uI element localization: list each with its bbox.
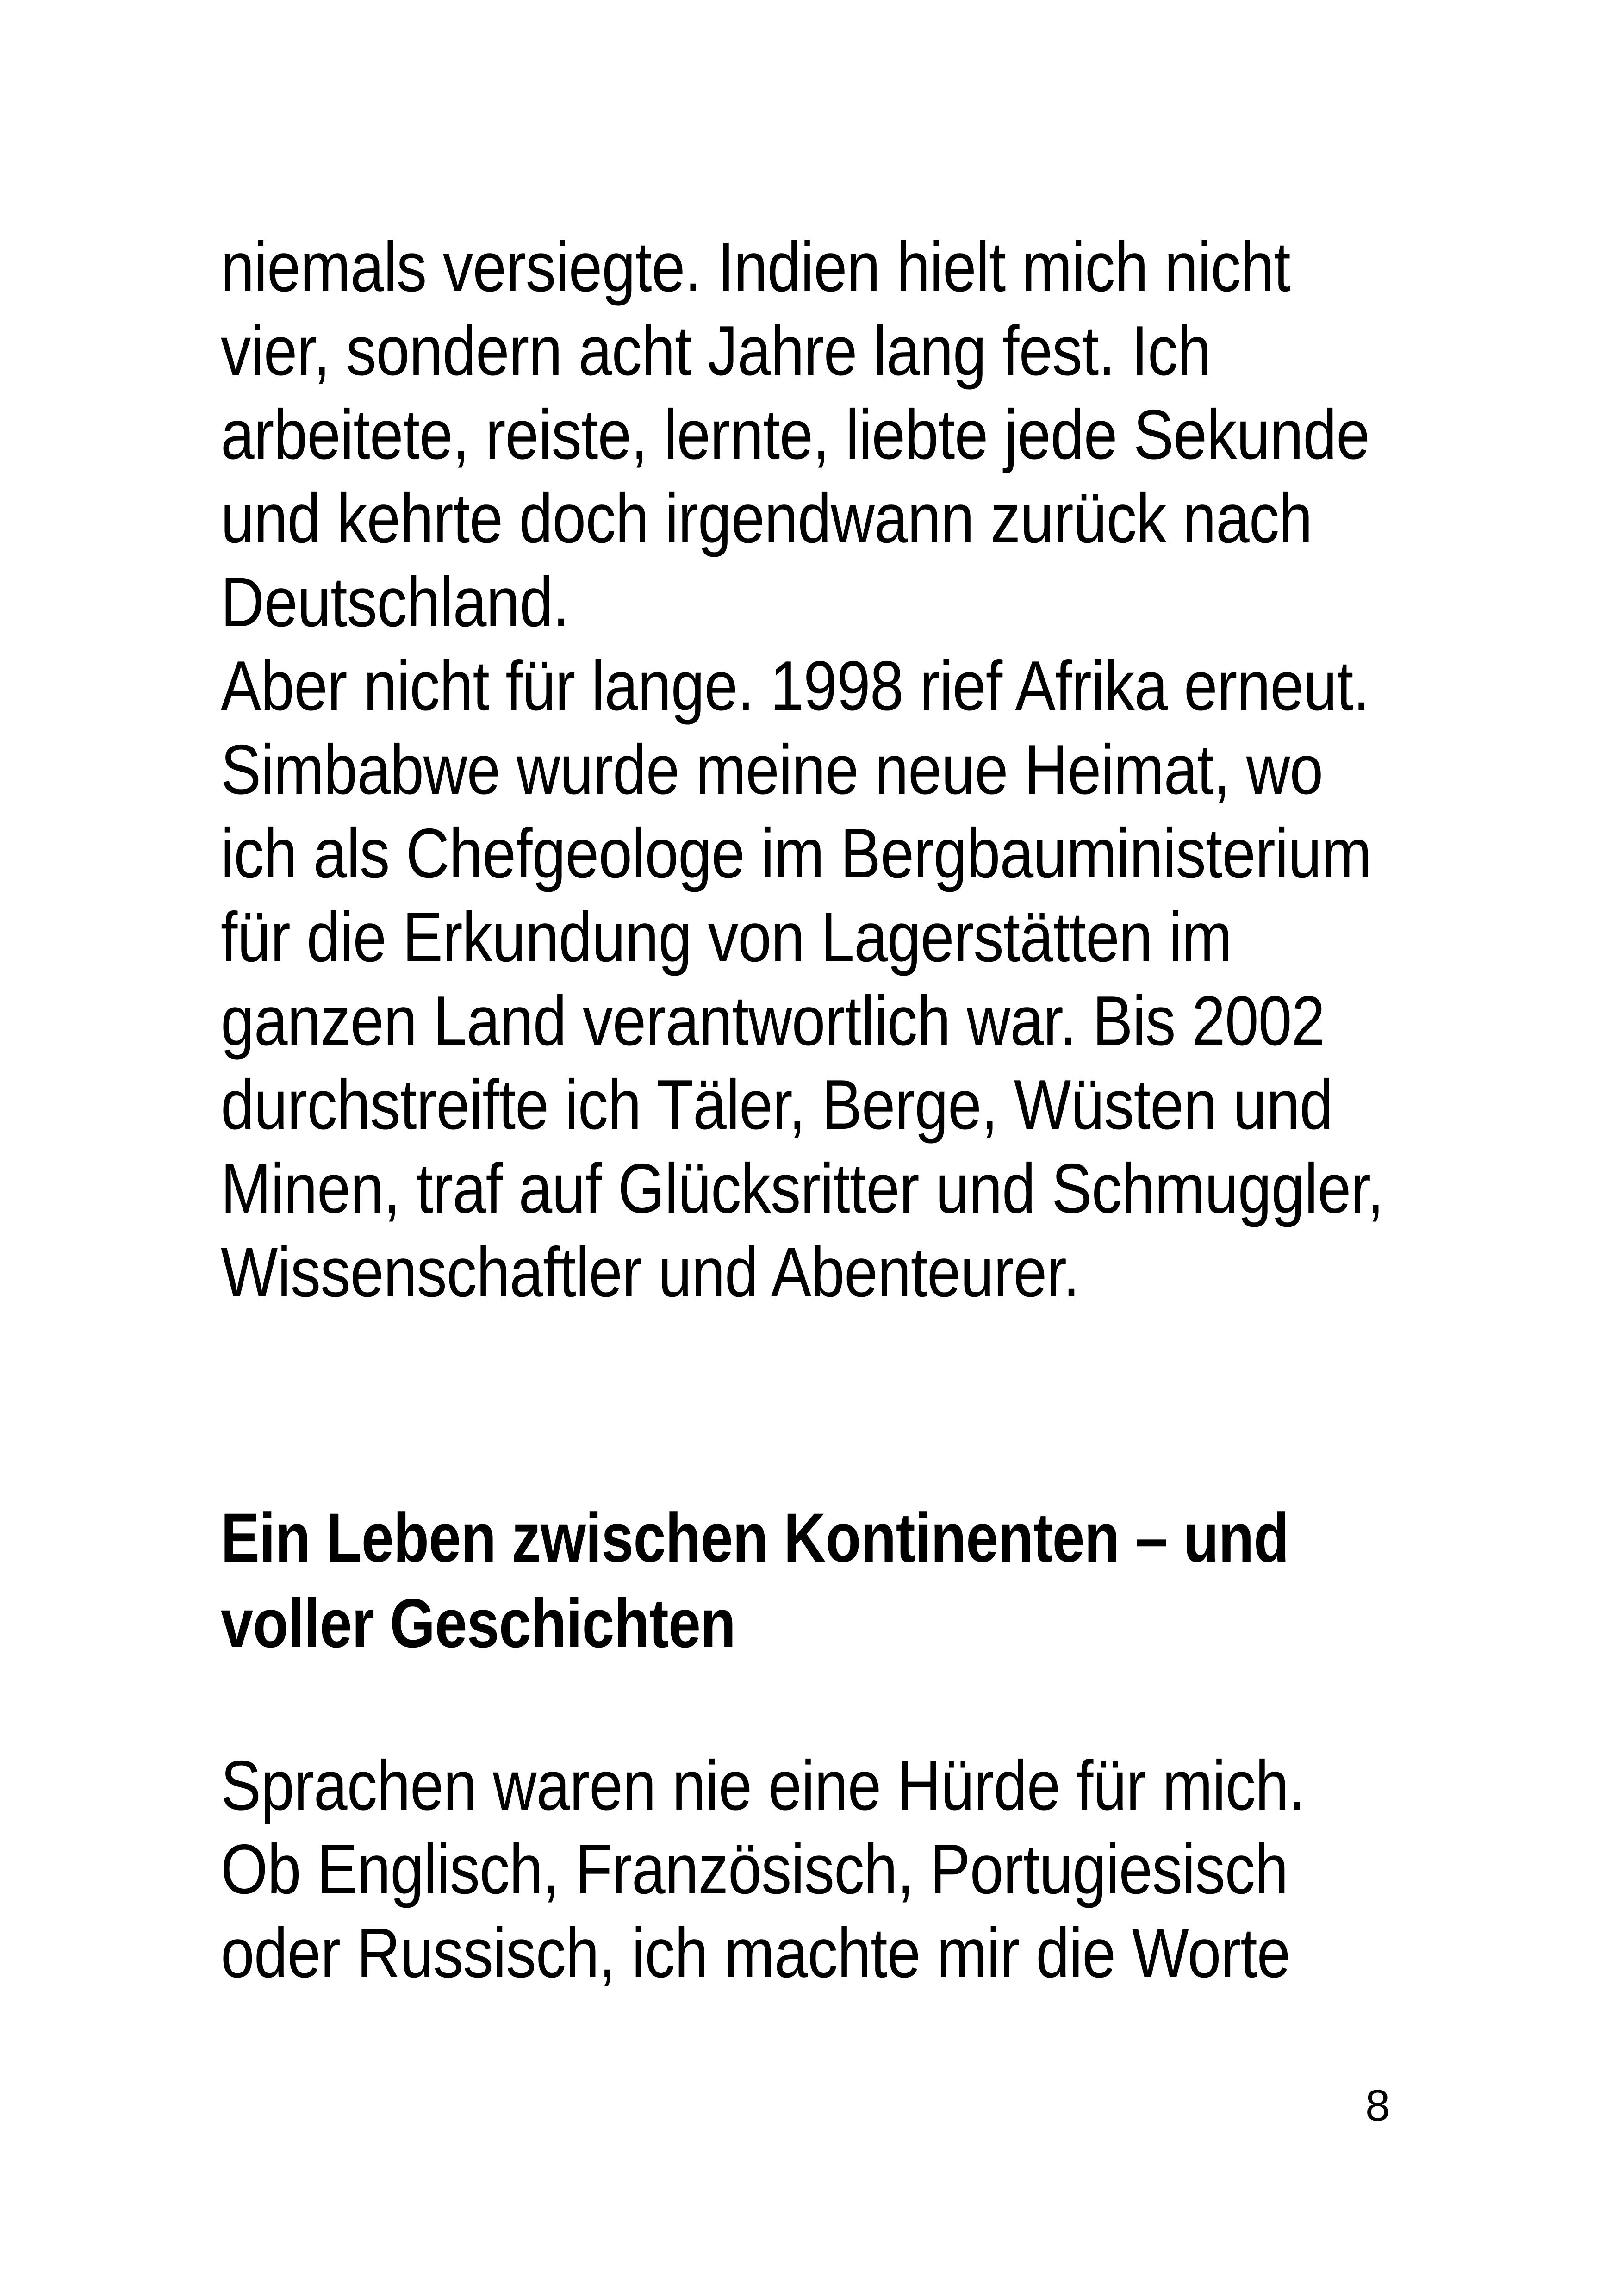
text-line: durchstreifte ich Täler, Berge, Wüsten und: [221, 1065, 1333, 1144]
page-number: 8: [1365, 2081, 1390, 2130]
text-line: ganzen Land verantwortlich war. Bis 2002: [221, 982, 1325, 1060]
text-line: Aber nicht für lange. 1998 rief Afrika erneut.: [221, 647, 1369, 725]
text-line: Ob Englisch, Französisch, Portugiesisch: [221, 1830, 1288, 1909]
heading-line: voller Geschichten: [221, 1584, 736, 1662]
heading-line: Ein Leben zwischen Kontinenten – und: [221, 1499, 1289, 1576]
text-line: niemals versiegte. Indien hielt mich nicht: [221, 228, 1290, 306]
section-heading: [221, 1495, 1424, 1666]
text-line: oder Russisch, ich machte mir die Worte: [221, 1914, 1290, 1992]
text-line: arbeitete, reiste, lernte, liebte jede Sekunde: [221, 395, 1370, 474]
text-line: Minen, traf auf Glücksritter und Schmuggler,: [221, 1149, 1384, 1228]
text-line: vier, sondern acht Jahre lang fest. Ich: [221, 311, 1211, 390]
text-line: Wissenschaftler und Abenteurer.: [221, 1233, 1080, 1312]
text-line: Deutschland.: [221, 563, 569, 641]
body-paragraph: [221, 225, 1424, 1314]
text-line: Simbabwe wurde meine neue Heimat, wo: [221, 730, 1323, 809]
text-line: und kehrte doch irgendwann zurück nach: [221, 479, 1313, 558]
text-line: Sprachen waren nie eine Hürde für mich.: [221, 1746, 1305, 1825]
body-paragraph: [221, 1744, 1424, 1995]
text-line: für die Erkundung von Lagerstätten im: [221, 898, 1232, 977]
text-line: ich als Chefgeologe im Bergbauministerium: [221, 814, 1371, 893]
